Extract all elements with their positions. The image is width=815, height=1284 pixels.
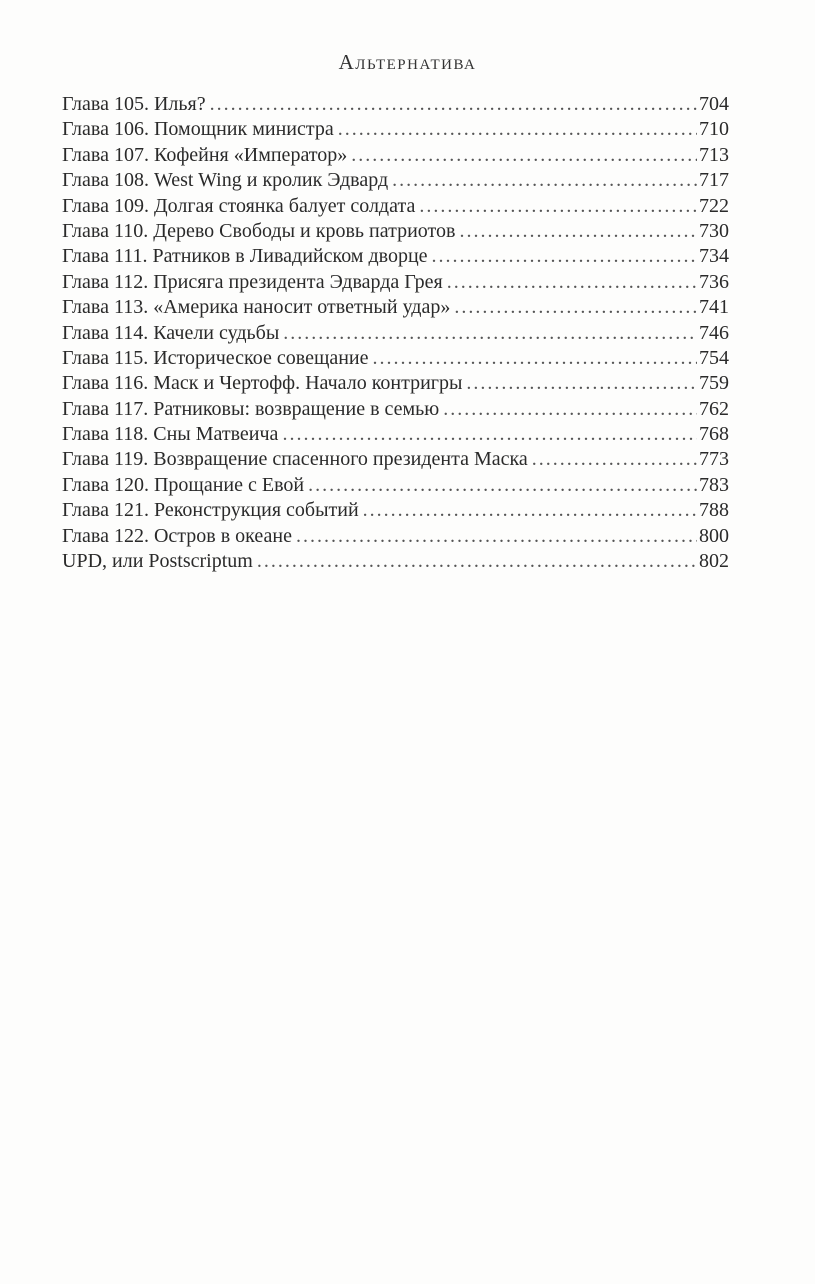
toc-entry-120[interactable] bbox=[62, 473, 729, 498]
toc-entry-122[interactable] bbox=[62, 524, 729, 549]
toc-entry-105[interactable] bbox=[62, 92, 729, 117]
toc-entry-postscriptum[interactable] bbox=[62, 549, 729, 574]
toc-entry-title: Глава 115. Историческое совещание bbox=[62, 346, 369, 369]
toc-entry-119[interactable] bbox=[62, 447, 729, 472]
toc-entry-115[interactable] bbox=[62, 346, 729, 371]
toc-entry-title: Глава 121. Реконструкция событий bbox=[62, 499, 359, 522]
toc-entry-110[interactable] bbox=[62, 219, 729, 244]
toc-entry-title: Глава 122. Остров в океане bbox=[62, 524, 292, 547]
toc-entry-title: Глава 120. Прощание с Евой bbox=[62, 473, 305, 496]
toc-leader-dots bbox=[419, 194, 697, 219]
toc-entry-title: Глава 119. Возвращение спасенного президента Маска bbox=[62, 448, 528, 471]
toc-entry-109[interactable] bbox=[62, 194, 729, 219]
toc-entry-page: 704 bbox=[699, 93, 729, 115]
toc-entry-107[interactable] bbox=[62, 143, 729, 168]
toc-leader-dots bbox=[373, 346, 697, 371]
toc-leader-dots bbox=[210, 92, 697, 117]
toc-entry-121[interactable] bbox=[62, 498, 729, 523]
toc-entry-title: Глава 118. Сны Матвеича bbox=[62, 423, 279, 446]
toc-leader-dots bbox=[257, 549, 697, 574]
toc-entry-page: 768 bbox=[699, 423, 729, 446]
toc-leader-dots bbox=[532, 447, 697, 472]
toc-entry-title: Глава 117. Ратниковы: возвращение в семью bbox=[62, 397, 440, 420]
toc-entry-title: Глава 106. Помощник министра bbox=[62, 118, 334, 141]
toc-entry-page: 717 bbox=[699, 169, 729, 192]
toc-entry-111[interactable] bbox=[62, 244, 729, 269]
toc-leader-dots bbox=[308, 473, 697, 498]
toc-leader-dots bbox=[454, 295, 697, 320]
toc-entry-page: 754 bbox=[699, 346, 729, 369]
toc-entry-page: 762 bbox=[699, 397, 729, 420]
toc-entry-title: Глава 109. Долгая стоянка балует солдата bbox=[62, 194, 416, 217]
toc-leader-dots bbox=[432, 244, 697, 269]
toc-entry-page: 788 bbox=[699, 499, 729, 522]
toc-entry-page: 736 bbox=[699, 270, 729, 293]
toc-entry-114[interactable] bbox=[62, 321, 729, 346]
toc-entry-title: Глава 108. West Wing и кролик Эдвард bbox=[62, 169, 389, 192]
toc-leader-dots bbox=[338, 117, 697, 142]
toc-entry-page: 741 bbox=[699, 296, 729, 319]
toc-entry-118[interactable] bbox=[62, 422, 729, 447]
toc-entry-106[interactable] bbox=[62, 117, 729, 142]
toc-leader-dots bbox=[283, 321, 697, 346]
toc-entry-page: 800 bbox=[699, 524, 729, 547]
toc-entry-page: 746 bbox=[699, 321, 729, 344]
toc-entry-title: Глава 111. Ратников в Ливадийском дворце bbox=[62, 245, 428, 268]
toc-entry-title: Глава 110. Дерево Свободы и кровь патриотов bbox=[62, 219, 456, 242]
toc-entry-page: 802 bbox=[699, 550, 729, 573]
toc-entry-title: Глава 112. Присяга президента Эдварда Грея bbox=[62, 270, 443, 293]
toc-entry-page: 773 bbox=[699, 448, 729, 471]
toc-entry-page: 713 bbox=[699, 143, 729, 166]
toc-entry-116[interactable] bbox=[62, 371, 729, 396]
toc-entry-title: Глава 114. Качели судьбы bbox=[62, 321, 280, 344]
toc-entry-112[interactable] bbox=[62, 270, 729, 295]
toc-entry-title: Глава 107. Кофейня «Император» bbox=[62, 143, 348, 166]
toc-entry-title: Глава 113. «Америка наносит ответный удар» bbox=[62, 296, 451, 319]
toc-entry-113[interactable] bbox=[62, 295, 729, 320]
toc-leader-dots bbox=[296, 524, 697, 549]
table-of-contents bbox=[62, 92, 729, 574]
toc-leader-dots bbox=[282, 422, 697, 447]
toc-leader-dots bbox=[459, 219, 697, 244]
toc-leader-dots bbox=[466, 371, 697, 396]
toc-entry-title: Глава 116. Маск и Чертофф. Начало контригры bbox=[62, 372, 463, 395]
toc-entry-title: UPD, или Postscriptum bbox=[62, 550, 253, 573]
toc-entry-page: 730 bbox=[699, 219, 729, 242]
running-header: Альтернатива bbox=[338, 50, 477, 74]
toc-entry-page: 783 bbox=[699, 473, 729, 496]
toc-entry-page: 734 bbox=[699, 245, 729, 268]
toc-leader-dots bbox=[443, 397, 697, 422]
toc-leader-dots bbox=[447, 270, 697, 295]
toc-entry-108[interactable] bbox=[62, 168, 729, 193]
toc-entry-page: 759 bbox=[699, 372, 729, 395]
toc-entry-title: Глава 105. Илья? bbox=[62, 93, 206, 115]
toc-leader-dots bbox=[351, 143, 697, 168]
toc-leader-dots bbox=[363, 498, 697, 523]
toc-entry-page: 722 bbox=[699, 194, 729, 217]
toc-entry-page: 710 bbox=[699, 118, 729, 141]
toc-leader-dots bbox=[392, 168, 697, 193]
toc-entry-117[interactable] bbox=[62, 397, 729, 422]
